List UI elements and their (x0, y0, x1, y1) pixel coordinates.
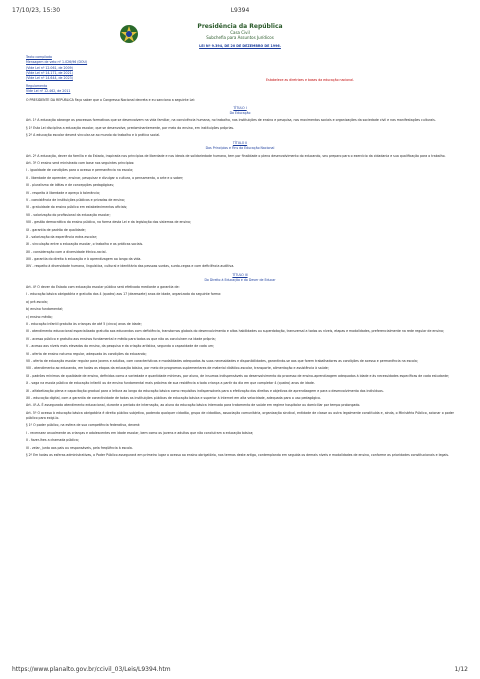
law-paragraph: Art. 2º A educação, dever da família e do Estado, inspirada nos princípios de liberdade e nos ideais de solidariedade humana, tem por finalidade o pleno desenvolvimento do educando, seu preparo para o exercício da cidadania e sua qualificação para o trabalho. (26, 153, 446, 158)
law-paragraph: III - zelar, junto aos pais ou responsáveis, pela freqüência à escola. (26, 445, 133, 450)
law-paragraph: § 1º Esta Lei disciplina a educação escolar, que se desenvolve, predominantemente, por meio do ensino, em instituições próprias. (26, 125, 235, 130)
law-paragraph: c) ensino médio; (26, 314, 53, 319)
law-paragraph: § 2º A educação escolar deverá vincular-se ao mundo do trabalho e à prática social. (26, 133, 161, 138)
law-paragraph: I - igualdade de condições para o acesso e permanência na escola; (26, 168, 134, 173)
law-paragraph: VIII - gestão democrática do ensino público, na forma desta Lei e da legislação dos sistemas de ensino; (26, 220, 192, 225)
section-subtitle: Dos Princípios e Fins da Educação Nacional (205, 146, 275, 151)
page-header (26, 23, 454, 40)
law-ementa: Estabelece as diretrizes e bases da educação nacional. (266, 78, 354, 82)
browser-header (0, 4, 480, 16)
law-paragraph: X - vaga na escola pública de educação infantil ou de ensino fundamental mais próxima de sua residência a toda criança a partir do dia em que completar 4 (quatro) anos de idade. (26, 381, 315, 386)
section-subtitle: Da Educação (229, 111, 251, 116)
page-url: https://www.planalto.gov.br/ccivil_03/Leis/L9394.htm (12, 665, 171, 673)
law-paragraph: § 1º O poder público, na esfera de sua competência federativa, deverá: (26, 423, 141, 428)
law-paragraph: XIII - garantia do direito à educação e à aprendizagem ao longo da vida. (26, 257, 142, 262)
law-paragraph: XII - educação digital, com a garantia de conectividade de todas as instituições públicas de educação básica e superior à internet em alta velocidade, adequada para o uso pedagógico. (26, 395, 321, 400)
section-heading (26, 141, 454, 151)
document-page (26, 22, 454, 657)
section-title: TÍTULO III (232, 272, 248, 277)
law-paragraph: XIV - respeito à diversidade humana, linguística, cultural e identitária das pessoas surdas, surdo-cegas e com deficiência auditiva. (26, 264, 235, 269)
history-link[interactable]: (Vide Lei nº 14.171, de 2021) (26, 70, 73, 75)
header-title: Presidência da República (197, 23, 283, 30)
law-paragraph: III - pluralismo de idéias e de concepções pedagógicas; (26, 183, 115, 188)
law-paragraph: VII - valorização do profissional da educação escolar; (26, 212, 111, 217)
law-paragraph: I - recensear anualmente as crianças e adolescentes em idade escolar, bem como os jovens e adultos que não concluíram a educação básica; (26, 430, 254, 435)
section-heading (26, 106, 454, 116)
law-paragraph: I - educação básica obrigatória e gratuita dos 4 (quatro) aos 17 (dezessete) anos de idade, organizada da seguinte forma: (26, 292, 222, 297)
history-link[interactable]: Mensagem de veto nº 1.026/96 (DOU) (26, 60, 88, 65)
law-paragraph: II - liberdade de aprender, ensinar, pesquisar e divulgar a cultura, o pensamento, a arte e o saber; (26, 175, 184, 180)
section-title: TÍTULO II (232, 141, 248, 146)
history-link[interactable]: (Vide Lei nº 14.644, de 2023) (26, 76, 73, 81)
law-paragraph: XI - alfabetização plena e capacitação gradual para a leitura ao longo da educação básica como requisitos indispensáveis para a efetivação dos direitos e objetivos de aprendizagem e para o desenvolvimento dos indivíduos. (26, 388, 384, 393)
history-link[interactable]: Texto compilado (26, 55, 52, 60)
law-paragraph: XI - vinculação entre a educação escolar, o trabalho e as práticas sociais. (26, 242, 144, 247)
law-paragraph: II - fazer-lhes a chamada pública; (26, 438, 79, 443)
law-paragraph: X - valorização da experiência extra-escolar; (26, 234, 98, 239)
law-paragraph: Art. 4º-A. É assegurado atendimento educacional, durante o período de internação, ao aluno da educação básica internado para tratamento de saúde em regime hospitalar ou domiciliar por tempo prolongado. (26, 403, 361, 408)
law-paragraph: b) ensino fundamental; (26, 307, 64, 312)
law-paragraph: Art. 1º A educação abrange os processos formativos que se desenvolvem na vida familiar, na convivência humana, no trabalho, nas instituições de ensino e pesquisa, nos movimentos sociais e organizações da sociedade civil e nas manifestações culturais. (26, 118, 436, 123)
section-heading (26, 273, 454, 283)
law-paragraph: V - acesso aos níveis mais elevados do ensino, da pesquisa e da criação artística, segundo a capacidade de cada um; (26, 344, 215, 349)
header-subtitle: Casa Civil (230, 30, 250, 35)
law-paragraph: IV - acesso público e gratuito aos ensinos fundamental e médio para todos os que não os concluíram na idade própria; (26, 336, 216, 341)
brazil-coat-of-arms-icon (118, 23, 140, 45)
vide-link[interactable]: Vide Lei nº 12.462, de 2011 (26, 89, 71, 94)
law-paragraph: VIII - atendimento ao educando, em todas as etapas da educação básica, por meio de programas suplementares de material didático-escolar, transporte, alimentação e assistência à saúde; (26, 366, 329, 371)
law-paragraph: IX - padrões mínimos de qualidade de ensino, definidos como a variedade e quantidade mínimas, por aluno, de insumos indispensáveis ao desenvolvimento do processo de ensino-aprendizagem adequados à idade e às necessidades específicas de cada estudante; (26, 373, 450, 378)
law-paragraph: IV - respeito à liberdade e apreço à tolerância; (26, 190, 101, 195)
law-paragraph: § 2º Em todas as esferas administrativas, o Poder Público assegurará em primeiro lugar o acesso ao ensino obrigatório, nos termos deste artigo, contemplando em seguida os demais níveis e modalidades de ensino, conforme as prioridades constitucionais e legais. (26, 452, 450, 457)
print-timestamp: 17/10/23, 15:30 (12, 6, 61, 14)
section-subtitle: Do Direito à Educação e do Dever de Educar (204, 277, 276, 282)
browser-footer (0, 663, 480, 675)
law-paragraph: III - atendimento educacional especializado gratuito aos educandos com deficiência, transtornos globais do desenvolvimento e altas habilidades ou superdotação, transversal a todos os níveis, etapas e modalidades, preferencialmente na rede regular de ensino; (26, 329, 444, 334)
regulation-link[interactable]: Regulamento (26, 84, 48, 89)
law-title[interactable]: LEI Nº 9.394, DE 20 DE DEZEMBRO DE 1996. (199, 44, 281, 48)
tab-title: L9394 (230, 6, 250, 14)
history-link[interactable]: (Vide Lei nº 12.061, de 2009) (26, 65, 73, 70)
law-paragraph: Art. 5º O acesso à educação básica obrigatória é direito público subjetivo, podendo qualquer cidadão, grupo de cidadãos, associação comunitária, organização sindical, entidade de classe ou outra legalmente constituída e, ainda, o Ministério Público, acionar o poder público para exigi-lo. (26, 410, 454, 420)
page-counter: 1/12 (454, 665, 468, 673)
law-paragraph: VII - oferta de educação escolar regular para jovens e adultos, com características e modalidades adequadas às suas necessidades e disponibilidades, garantindo-se aos que forem trabalhadores as condições de acesso e permanência na escola; (26, 359, 418, 363)
law-paragraph: XII - consideração com a diversidade étnico-racial. (26, 249, 107, 254)
header-subtitle2: Subchefia para Assuntos Jurídicos (206, 35, 274, 40)
law-paragraph: a) pré-escola; (26, 299, 48, 304)
section-title: TÍTULO I (233, 105, 247, 110)
law-paragraph: V - coexistência de instituições públicas e privadas de ensino; (26, 197, 125, 202)
history-links (26, 55, 454, 81)
law-paragraph: IX - garantia de padrão de qualidade; (26, 227, 86, 232)
law-paragraph: II - educação infantil gratuita às crianças de até 5 (cinco) anos de idade; (26, 322, 142, 327)
law-paragraph: VI - oferta de ensino noturno regular, adequado às condições do educando; (26, 351, 147, 356)
law-sections (26, 106, 454, 458)
law-paragraph: Art. 3º O ensino será ministrado com base nos seguintes princípios: (26, 161, 135, 166)
law-paragraph: VI - gratuidade do ensino público em estabelecimentos oficiais; (26, 205, 128, 210)
law-paragraph: Art. 4º O dever do Estado com educação escolar pública será efetivado mediante a garantia de: (26, 285, 180, 290)
preamble: O PRESIDENTE DA REPÚBLICA Faço saber que o Congresso Nacional decreta e eu sanciono a seguinte Lei: (26, 97, 196, 102)
